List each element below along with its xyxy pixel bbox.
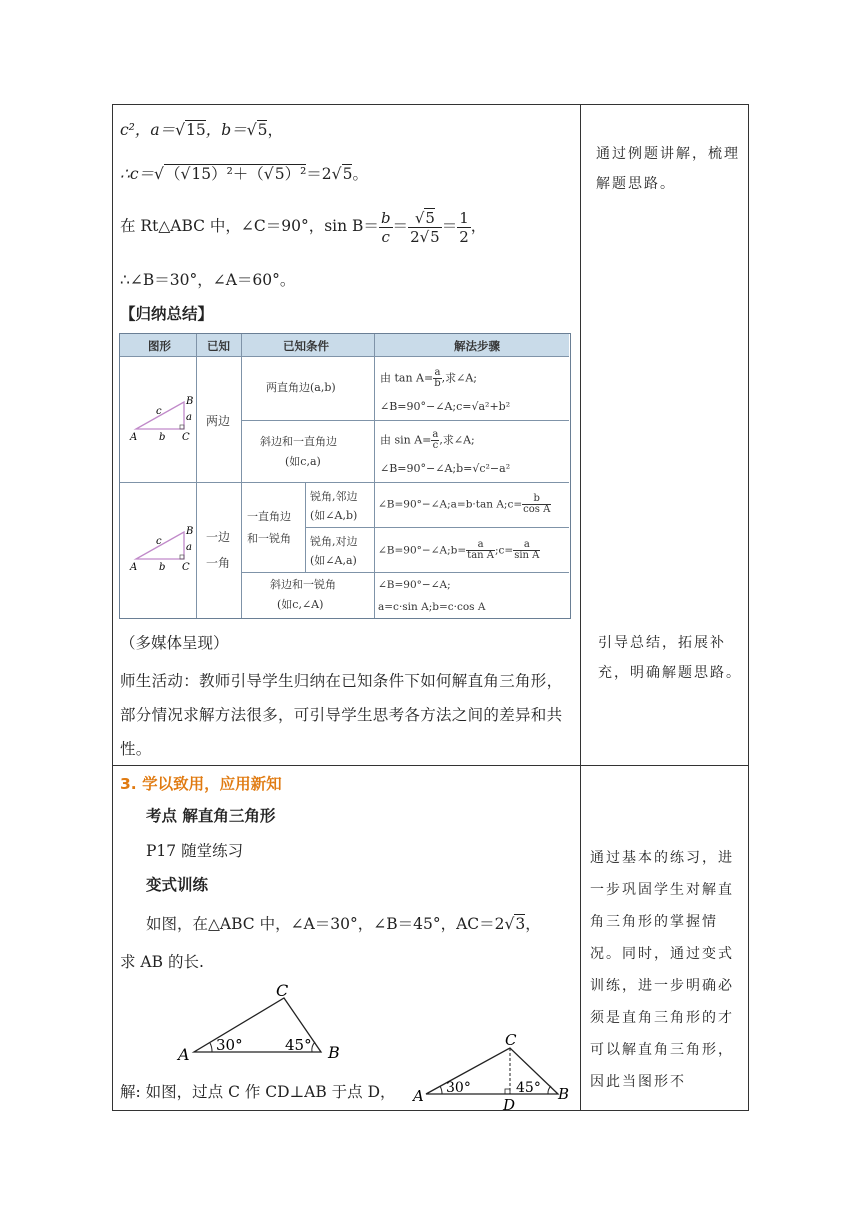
step-a2: ∠B=90°−∠A;c=√a²+b² (380, 400, 511, 413)
step-c: ∠B=90°−∠A;a=b·tan A;c= $\frac{b}{\text{cos A}}$ (378, 493, 551, 515)
problem-line-1: 如图，在△ABC 中，∠A＝30°，∠B＝45°，AC＝2√3， (146, 915, 541, 933)
p17-label: P17 随堂练习 (146, 842, 244, 860)
section-3-heading: 3. 学以致用，应用新知 (120, 775, 282, 793)
svg-text:C: C (182, 432, 190, 442)
svg-text:B: B (328, 1043, 340, 1062)
svg-text:A: A (130, 562, 138, 572)
svg-text:45°: 45° (285, 1036, 312, 1054)
svg-text:A: A (413, 1087, 424, 1105)
solution-line-1: c²，a＝√15，b＝√5， (120, 121, 283, 139)
cond-leg-angle-1: 一直角边 (247, 510, 291, 523)
cond-hyp-leg-1: 斜边和一直角边 (260, 435, 337, 448)
svg-text:B: B (186, 396, 194, 407)
known-two-sides: 两边 (206, 414, 231, 428)
svg-text:a: a (186, 412, 192, 423)
step-a1: 由 tan A= $\frac{a}{b}$ ,求∠A; (380, 367, 477, 389)
bianshi-label: 变式训练 (146, 876, 209, 894)
column-divider (580, 104, 581, 1111)
svg-text:c: c (156, 536, 162, 547)
cond-leg-angle-2: 和一锐角 (247, 532, 291, 545)
problem-line-2: 求 AB 的长. (120, 953, 204, 971)
triangle-abcd-figure (412, 1030, 572, 1110)
solution-line-4: ∴∠B＝30°，∠A＝60°。 (120, 271, 296, 289)
step-e1: ∠B=90°−∠A; (378, 579, 451, 591)
cond-adj-2: (如∠A,b) (310, 509, 358, 522)
cond-opp-2: (如∠A,a) (310, 554, 357, 567)
svg-text:C: C (182, 562, 190, 572)
header-condition: 已知条件 (283, 339, 329, 353)
cond-hyp-leg-2: (如c,a) (285, 455, 321, 468)
note-summary: 引导总结，拓展补充，明确解题思路。 (598, 635, 742, 681)
svg-text:C: C (505, 1031, 517, 1049)
note-example: 通过例题讲解，梳理解题思路。 (596, 146, 740, 192)
header-known: 已知 (207, 339, 230, 353)
cond-hyp-angle-2: (如c,∠A) (277, 598, 324, 611)
step-b2: ∠B=90°−∠A;b=√c²−a² (380, 462, 511, 475)
triangle-figure-2 (126, 524, 194, 572)
svg-text:b: b (159, 562, 166, 572)
triangle-figure-1 (126, 394, 194, 442)
svg-text:A: A (178, 1045, 190, 1064)
step-e2: a=c·sin A;b=c·cos A (378, 601, 486, 613)
solution-start: 解: 如图，过点 C 作 CD⊥AB 于点 D， (120, 1083, 396, 1101)
header-figure: 图形 (148, 339, 171, 353)
cond-two-legs: 两直角边(a,b) (266, 381, 336, 394)
svg-text:a: a (186, 542, 192, 553)
known-side-1: 一边 (206, 530, 231, 544)
header-steps: 解法步骤 (454, 339, 500, 353)
svg-text:C: C (276, 982, 289, 1000)
svg-text:B: B (558, 1085, 570, 1103)
svg-text:A: A (130, 432, 138, 442)
kaodian-label: 考点 解直角三角形 (146, 807, 276, 825)
triangle-abc-figure (176, 982, 346, 1064)
solution-line-2: ∴c＝√（√15）²＋（√5）²＝2√5。 (120, 165, 368, 183)
summary-table (119, 333, 571, 619)
activity-paragraph: 师生活动：教师引导学生归纳在已知条件下如何解直角三角形，部分情况求解方法很多，可引导学生思考各方法之间的差异和共性。 (120, 672, 563, 758)
step-d: ∠B=90°−∠A;b= $\frac{a}{\text{tan A}}$ ;c= $\frac{a}{\text{sin A}}$ (378, 539, 540, 561)
summary-table-header (120, 334, 569, 356)
media-note: （多媒体呈现） (120, 634, 229, 652)
step-b1: 由 sin A= $\frac{a}{c}$ ,求∠A; (380, 429, 475, 451)
cond-hyp-angle-1: 斜边和一锐角 (270, 578, 336, 591)
svg-text:30°: 30° (216, 1036, 243, 1054)
solution-line-3: 在 Rt△ABC 中，∠C＝90°，sin B＝ $\frac{b}{c}$ ＝ $\frac{√5}{2√5}$ ＝ $\frac{1}{2}$ ， (120, 208, 487, 246)
known-side-2: 一角 (206, 556, 231, 570)
svg-text:B: B (186, 526, 194, 537)
svg-text:D: D (503, 1096, 516, 1110)
svg-text:b: b (159, 432, 166, 442)
svg-text:c: c (156, 406, 162, 417)
cond-adj-1: 锐角,邻边 (310, 490, 358, 503)
cond-opp-1: 锐角,对边 (310, 535, 358, 548)
svg-text:45°: 45° (516, 1080, 541, 1096)
summary-title: 【归纳总结】 (120, 305, 214, 323)
svg-text:30°: 30° (446, 1080, 471, 1096)
note-practice: 通过基本的练习，进一步巩固学生对解直角三角形的掌握情况。同时，通过变式训练，进一步明确必须是直角三角形的才可以解直角三角形，因此当图形不 (590, 850, 734, 1090)
